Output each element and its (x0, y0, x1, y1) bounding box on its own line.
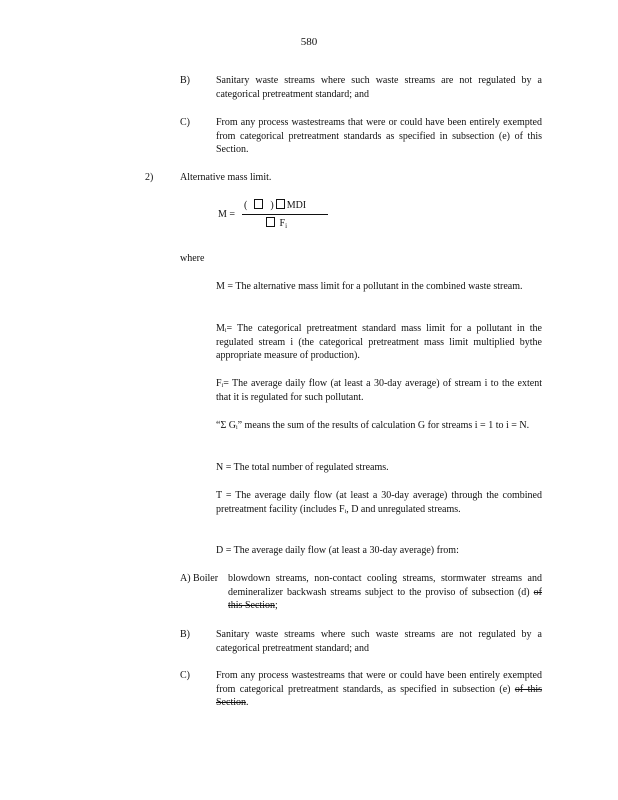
definition-m: M = The alternative mass limit for a pollutant in the combined waste stream. (216, 281, 523, 292)
where-label: where (180, 253, 205, 264)
alternative-mass-limit-formula (218, 197, 318, 237)
definition-n: N = The total number of regulated streams. (216, 462, 389, 473)
struck-text: of this Section (216, 683, 543, 708)
list-item-label-b: B) (180, 75, 190, 86)
definition-fi: Fᵢ= The average daily flow (at least a 30-day average) of stream i to the extent that it is regulated for such pollutant. (216, 378, 542, 403)
list-item-label-c: C) (180, 117, 190, 128)
formula-denominator: $F_i$ (264, 217, 287, 234)
definition-t: T = The average daily flow (at least a 30-day average) through the combined pretreatment facility (includes Fᵢ, D and unregulated streams. (216, 490, 542, 515)
formula-numerator: ( ) MDI (244, 200, 307, 211)
missing-glyph-icon (254, 199, 263, 209)
list-item-label-b2: B) (180, 629, 190, 640)
list-item-text-a: blowdown streams, non-contact cooling streams, stormwater streams and demineralizer backwash streams subject to the proviso of subsection (d) of this Section; (228, 573, 543, 611)
step-text: Alternative mass limit. (180, 172, 272, 183)
missing-glyph-icon (266, 217, 275, 227)
struck-text: of this Section (228, 586, 543, 611)
list-item-text-b2: Sanitary waste streams where such waste streams are not regulated by a categorical pretreatment standard; and (216, 629, 542, 654)
formula-lhs: M = (218, 209, 236, 220)
definition-d: D = The average daily flow (at least a 30-day average) from: (216, 545, 459, 556)
fraction-bar (242, 214, 328, 215)
list-item-label-c2: C) (180, 670, 190, 681)
list-item-text-c: From any process wastestreams that were or could have been entirely exempted from categorical pretreatment standards as specified in subsection (e) of this Section. (216, 117, 542, 155)
missing-glyph-icon (276, 199, 285, 209)
step-label: 2) (145, 172, 154, 183)
list-item-text-b: Sanitary waste streams where such waste streams are not regulated by a categorical pretreatment standard; and (216, 75, 542, 100)
definition-mi: Mᵢ= The categorical pretreatment standard mass limit for a pollutant in the regulated stream i (the categorical pretreatment mass limit multiplied bythe appropriate measure of production). (216, 323, 542, 361)
list-item-label-a: A) Boiler (180, 573, 219, 584)
list-item-text-c2: From any process wastestreams that were or could have been entirely exempted from categorical pretreatment standards, as specified in subsection (e) of this Section. (216, 670, 543, 708)
page-number: 580 (300, 36, 318, 48)
definition-sum-gi: “Σ Gᵢ” means the sum of the results of calculation G for streams i = 1 to i = N. (216, 420, 530, 431)
